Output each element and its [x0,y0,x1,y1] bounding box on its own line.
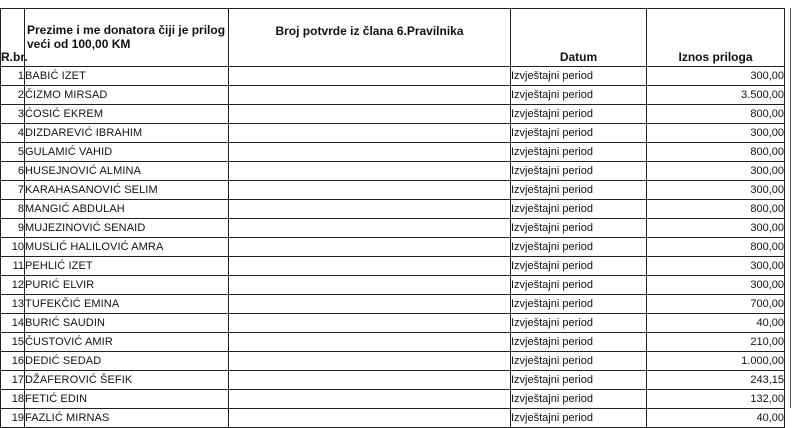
cell-donor-name: ČIZMO MIRSAD [25,86,229,105]
cell-rbr: 10 [1,238,25,257]
cell-amount: 800,00 [647,238,785,257]
cell-date: Izvještajni period [511,314,647,333]
cell-date: Izvještajni period [511,219,647,238]
cell-receipt-number [229,105,511,124]
cell-amount: 700,00 [647,295,785,314]
cell-receipt-number [229,67,511,86]
header-receipt-number: Broj potvrde iz člana 6.Pravilnika [229,9,511,67]
cell-date: Izvještajni period [511,276,647,295]
cell-rbr: 18 [1,390,25,409]
cell-rbr: 17 [1,371,25,390]
cell-receipt-number [229,200,511,219]
cell-donor-name: MANGIĆ ABDULAH [25,200,229,219]
cell-date: Izvještajni period [511,371,647,390]
cell-rbr: 4 [1,124,25,143]
cell-rbr: 6 [1,162,25,181]
cell-date: Izvještajni period [511,257,647,276]
cell-amount: 300,00 [647,162,785,181]
table-row [1,67,785,86]
cell-receipt-number [229,409,511,428]
cell-receipt-number [229,276,511,295]
cell-date: Izvještajni period [511,409,647,428]
cell-receipt-number [229,219,511,238]
cell-receipt-number [229,124,511,143]
cell-donor-name: TUFEKČIĆ EMINA [25,295,229,314]
cell-date: Izvještajni period [511,67,647,86]
cell-date: Izvještajni period [511,124,647,143]
cell-amount: 800,00 [647,105,785,124]
cell-donor-name: MUSLIĆ HALILOVIĆ AMRA [25,238,229,257]
cell-amount: 40,00 [647,409,785,428]
table-row [1,333,785,352]
cell-donor-name: DIZDAREVIĆ IBRAHIM [25,124,229,143]
cell-amount: 300,00 [647,276,785,295]
header-date: Datum [511,9,647,67]
cell-rbr: 9 [1,219,25,238]
table-header-row [1,9,785,67]
table-row [1,352,785,371]
cell-date: Izvještajni period [511,105,647,124]
cell-date: Izvještajni period [511,333,647,352]
cell-donor-name: KARAHASANOVIĆ SELIM [25,181,229,200]
table-row [1,238,785,257]
cell-rbr: 8 [1,200,25,219]
cell-rbr: 11 [1,257,25,276]
cell-receipt-number [229,333,511,352]
cell-rbr: 14 [1,314,25,333]
cell-donor-name: DŽAFEROVIĆ ŠEFIK [25,371,229,390]
cell-receipt-number [229,371,511,390]
cell-donor-name: BABIĆ IZET [25,67,229,86]
cell-amount: 300,00 [647,257,785,276]
cell-donor-name: PEHLIĆ IZET [25,257,229,276]
table-row [1,105,785,124]
cell-date: Izvještajni period [511,143,647,162]
cell-rbr: 5 [1,143,25,162]
table-row [1,390,785,409]
cell-amount: 132,00 [647,390,785,409]
cell-amount: 300,00 [647,219,785,238]
table-row [1,371,785,390]
cell-rbr: 16 [1,352,25,371]
cell-date: Izvještajni period [511,162,647,181]
cell-receipt-number [229,314,511,333]
cell-rbr: 1 [1,67,25,86]
cell-receipt-number [229,86,511,105]
table-row [1,124,785,143]
cell-amount: 1.000,00 [647,352,785,371]
cell-donor-name: BURIĆ SAUDIN [25,314,229,333]
cell-date: Izvještajni period [511,295,647,314]
page-edge-line [790,8,791,408]
cell-rbr: 15 [1,333,25,352]
table-body [1,67,785,428]
table-row [1,276,785,295]
cell-date: Izvještajni period [511,86,647,105]
cell-amount: 300,00 [647,67,785,86]
cell-receipt-number [229,143,511,162]
header-rbr: R.br. [1,9,25,67]
cell-date: Izvještajni period [511,181,647,200]
header-donor-name: Prezime i me donatora čiji je prilog veći od 100,00 KM [25,9,229,67]
cell-rbr: 12 [1,276,25,295]
cell-rbr: 2 [1,86,25,105]
cell-donor-name: DEDIĆ SEDAD [25,352,229,371]
cell-receipt-number [229,257,511,276]
table-row [1,314,785,333]
cell-rbr: 19 [1,409,25,428]
table-row [1,200,785,219]
cell-donor-name: FAZLIĆ MIRNAS [25,409,229,428]
cell-receipt-number [229,181,511,200]
cell-rbr: 3 [1,105,25,124]
cell-amount: 210,00 [647,333,785,352]
cell-donor-name: HUSEJNOVIĆ ALMINA [25,162,229,181]
cell-receipt-number [229,352,511,371]
cell-date: Izvještajni period [511,352,647,371]
cell-donor-name: MUJEZINOVIĆ SENAID [25,219,229,238]
cell-amount: 300,00 [647,181,785,200]
cell-donor-name: GULAMIĆ VAHID [25,143,229,162]
table-row [1,181,785,200]
table-row [1,162,785,181]
cell-amount: 300,00 [647,124,785,143]
cell-date: Izvještajni period [511,238,647,257]
cell-receipt-number [229,238,511,257]
cell-donor-name: ČUSTOVIĆ AMIR [25,333,229,352]
cell-date: Izvještajni period [511,390,647,409]
table-row [1,143,785,162]
donor-table [0,8,785,428]
table-row [1,86,785,105]
cell-date: Izvještajni period [511,200,647,219]
cell-amount: 40,00 [647,314,785,333]
cell-donor-name: FETIĆ EDIN [25,390,229,409]
table-row [1,257,785,276]
table-row [1,295,785,314]
cell-amount: 3.500,00 [647,86,785,105]
cell-rbr: 13 [1,295,25,314]
cell-amount: 800,00 [647,200,785,219]
table-row [1,219,785,238]
cell-receipt-number [229,390,511,409]
cell-rbr: 7 [1,181,25,200]
header-amount: Iznos priloga [647,9,785,67]
cell-donor-name: PURIĆ ELVIR [25,276,229,295]
cell-receipt-number [229,295,511,314]
table-row [1,409,785,428]
cell-amount: 800,00 [647,143,785,162]
cell-donor-name: ĆOSIĆ EKREM [25,105,229,124]
cell-receipt-number [229,162,511,181]
cell-amount: 243,15 [647,371,785,390]
